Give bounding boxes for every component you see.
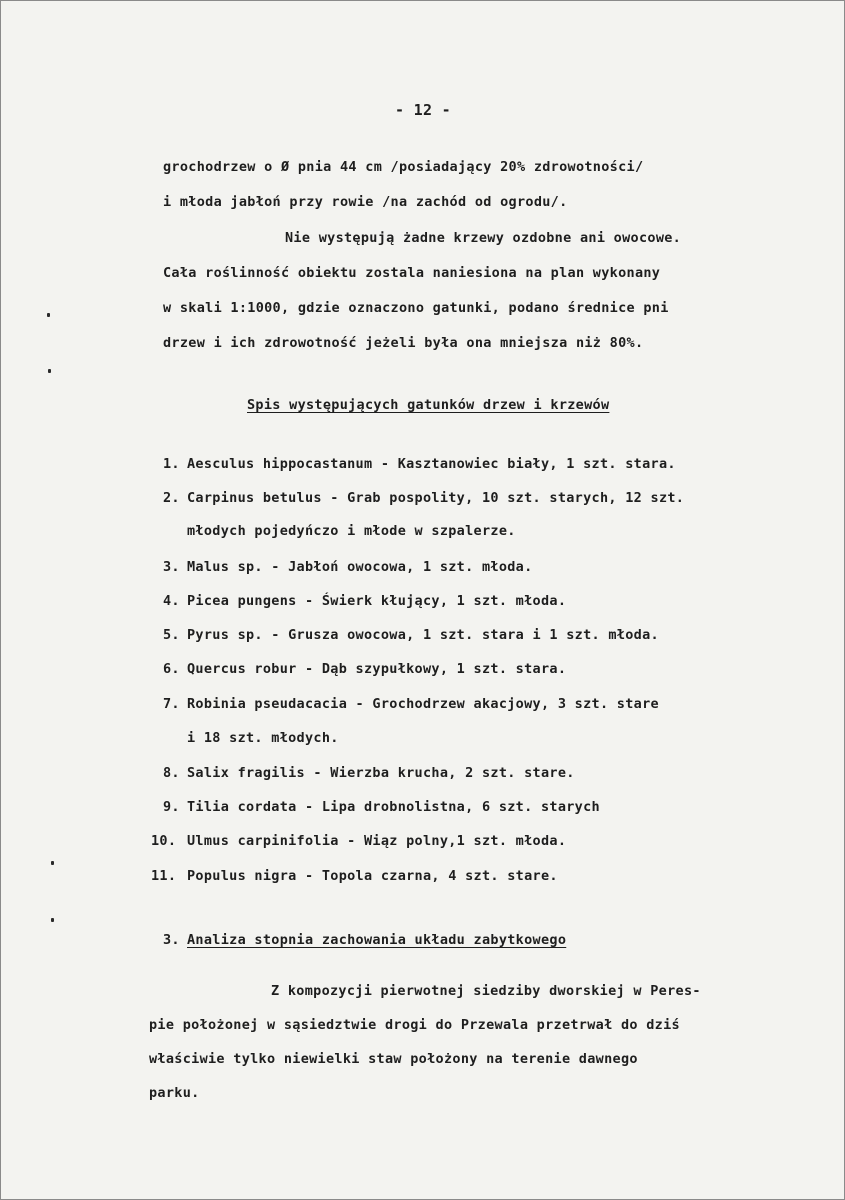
paragraph-line: drzew i ich zdrowotność jeżeli była ona mniejsza niż 80%. — [163, 335, 644, 351]
list-item-text: Robinia pseudacacia - Grochodrzew akacjowy, 3 szt. stare — [187, 696, 659, 712]
page-number: - 12 - — [395, 101, 451, 119]
list-item-number: 7. — [163, 696, 180, 712]
list-item-text: Picea pungens - Świerk kłujący, 1 szt. młoda. — [187, 593, 567, 609]
paragraph-line: pie położonej w sąsiedztwie drogi do Przewala przetrwał do dziś — [149, 1017, 680, 1033]
list-item-text: Salix fragilis - Wierzba krucha, 2 szt. stare. — [187, 765, 575, 781]
paragraph-line: parku. — [149, 1085, 200, 1101]
list-item-number: 4. — [163, 593, 180, 609]
paragraph-line: i młoda jabłoń przy rowie /na zachód od ogrodu/. — [163, 194, 568, 210]
paragraph-line: Nie występują żadne krzewy ozdobne ani owocowe. — [285, 230, 682, 246]
paragraph-line: grochodrzew o Ø pnia 44 cm /posiadający 20% zdrowotności/ — [163, 159, 644, 175]
list-item-text: Quercus robur - Dąb szypułkowy, 1 szt. stara. — [187, 661, 567, 677]
section-heading: Analiza stopnia zachowania układu zabytkowego — [187, 932, 567, 948]
list-item-number: 9. — [163, 799, 180, 815]
list-item-number: 3. — [163, 559, 180, 575]
punch-hole-mark — [47, 313, 50, 317]
list-item-number: 11. — [151, 868, 177, 884]
punch-hole-mark — [51, 861, 54, 865]
list-item-number: 2. — [163, 490, 180, 506]
list-item-text: młodych pojedyńczo i młode w szpalerze. — [187, 523, 516, 539]
paragraph-line: Cała roślinność obiektu zostala naniesiona na plan wykonany — [163, 265, 661, 281]
punch-hole-mark — [48, 369, 51, 373]
paragraph-line: Z kompozycji pierwotnej siedziby dworskiej w Peres- — [271, 983, 701, 999]
species-list-heading: Spis występujących gatunków drzew i krzewów — [247, 397, 610, 413]
list-item-number: 5. — [163, 627, 180, 643]
list-item-number: 8. — [163, 765, 180, 781]
punch-hole-mark — [51, 918, 54, 922]
list-item-number: 6. — [163, 661, 180, 677]
list-item-text: Carpinus betulus - Grab pospolity, 10 szt. starych, 12 szt. — [187, 490, 685, 506]
list-item-text: Ulmus carpinifolia - Wiąz polny,1 szt. młoda. — [187, 833, 567, 849]
list-item-text: Malus sp. - Jabłoń owocowa, 1 szt. młoda. — [187, 559, 533, 575]
list-item-number: 1. — [163, 456, 180, 472]
list-item-number: 10. — [151, 833, 177, 849]
list-item-text: i 18 szt. młodych. — [187, 730, 339, 746]
list-item-text: Pyrus sp. - Grusza owocowa, 1 szt. stara i 1 szt. młoda. — [187, 627, 659, 643]
list-item-text: Aesculus hippocastanum - Kasztanowiec biały, 1 szt. stara. — [187, 456, 676, 472]
section-number: 3. — [163, 932, 180, 948]
list-item-text: Populus nigra - Topola czarna, 4 szt. stare. — [187, 868, 558, 884]
paragraph-line: właściwie tylko niewielki staw położony na terenie dawnego — [149, 1051, 638, 1067]
paragraph-line: w skali 1:1000, gdzie oznaczono gatunki, podano średnice pni — [163, 300, 669, 316]
list-item-text: Tilia cordata - Lipa drobnolistna, 6 szt. starych — [187, 799, 600, 815]
